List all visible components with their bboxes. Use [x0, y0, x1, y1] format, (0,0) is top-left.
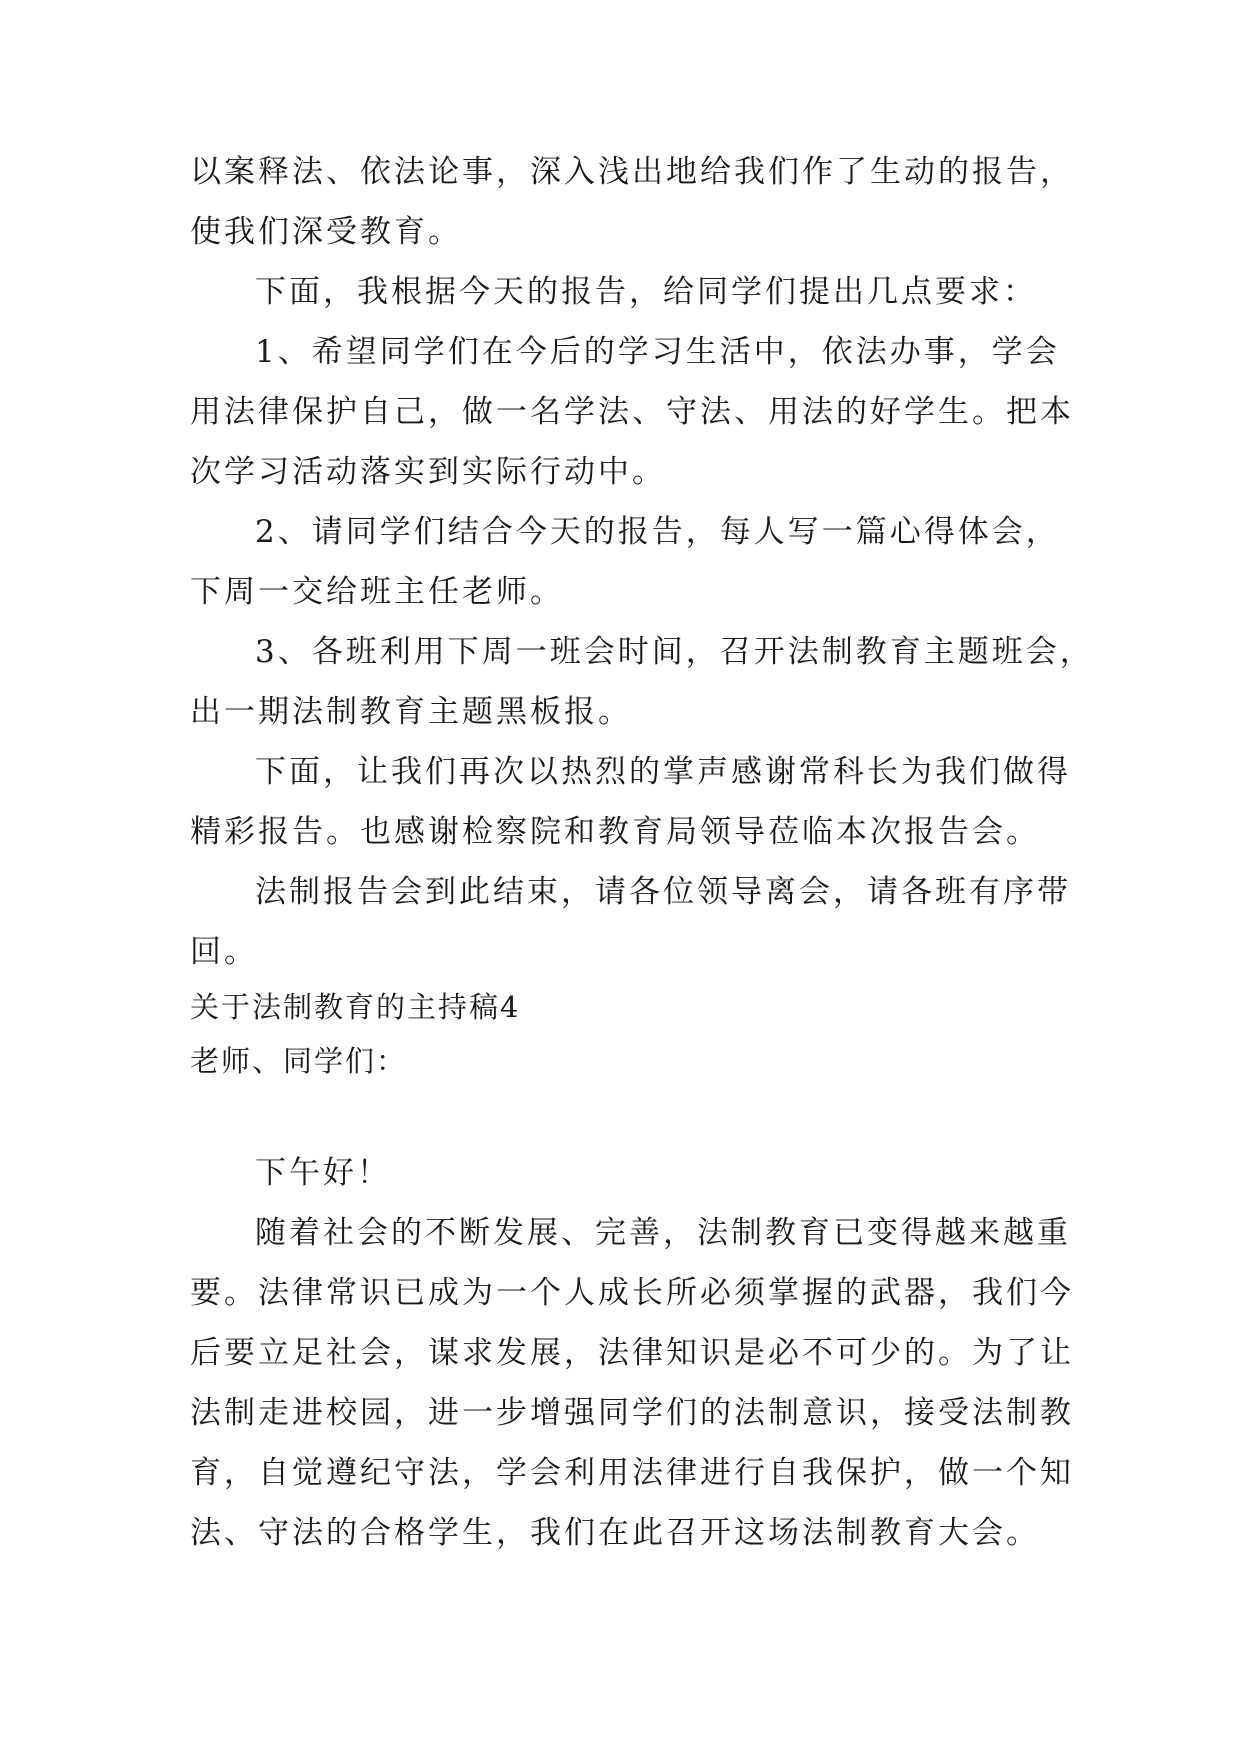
body-text-line: 育，自觉遵纪守法，学会利用法律进行自我保护，做一个知	[190, 1455, 1074, 1491]
section-title: 关于法制教育的主持稿4	[190, 990, 521, 1024]
paragraph-start-line: 下面，让我们再次以热烈的掌声感谢常科长为我们做得	[255, 754, 1071, 790]
paragraph-start-line: 法制报告会到此结束，请各位领导离会，请各班有序带	[255, 874, 1071, 910]
paragraph-start-line: 下面，我根据今天的报告，给同学们提出几点要求：	[255, 274, 1037, 310]
body-text-line: 要。法律常识已成为一个人成长所必须掌握的武器，我们今	[190, 1275, 1074, 1311]
list-item-2-line: 2、请同学们结合今天的报告，每人写一篇心得体会，	[255, 514, 1060, 550]
body-text-line: 使我们深受教育。	[190, 214, 462, 250]
list-item-3-line: 3、各班利用下周一班会时间，召开法制教育主题班会，	[255, 634, 1094, 670]
body-text-line: 法、守法的合格学生，我们在此召开这场法制教育大会。	[190, 1515, 1040, 1551]
body-text-line: 用法律保护自己，做一名学法、守法、用法的好学生。把本	[190, 394, 1074, 430]
body-text-line: 后要立足社会，谋求发展，法律知识是必不可少的。为了让	[190, 1335, 1074, 1371]
body-text-line: 法制走进校园，进一步增强同学们的法制意识，接受法制教	[190, 1395, 1074, 1431]
body-text-line: 下周一交给班主任老师。	[190, 574, 564, 610]
paragraph-start-line: 随着社会的不断发展、完善，法制教育已变得越来越重	[255, 1215, 1071, 1251]
body-text-line: 以案释法、依法论事，深入浅出地给我们作了生动的报告，	[190, 154, 1074, 190]
greeting: 下午好！	[255, 1155, 391, 1191]
body-text-line: 出一期法制教育主题黑板报。	[190, 694, 632, 730]
body-text-line: 回。	[190, 934, 258, 970]
body-text-line: 次学习活动落实到实际行动中。	[190, 454, 666, 490]
body-text-line: 精彩报告。也感谢检察院和教育局领导莅临本次报告会。	[190, 814, 1040, 850]
list-item-1-line: 1、希望同学们在今后的学习生活中，依法办事，学会	[255, 334, 1060, 370]
salutation: 老师、同学们：	[190, 1044, 408, 1078]
